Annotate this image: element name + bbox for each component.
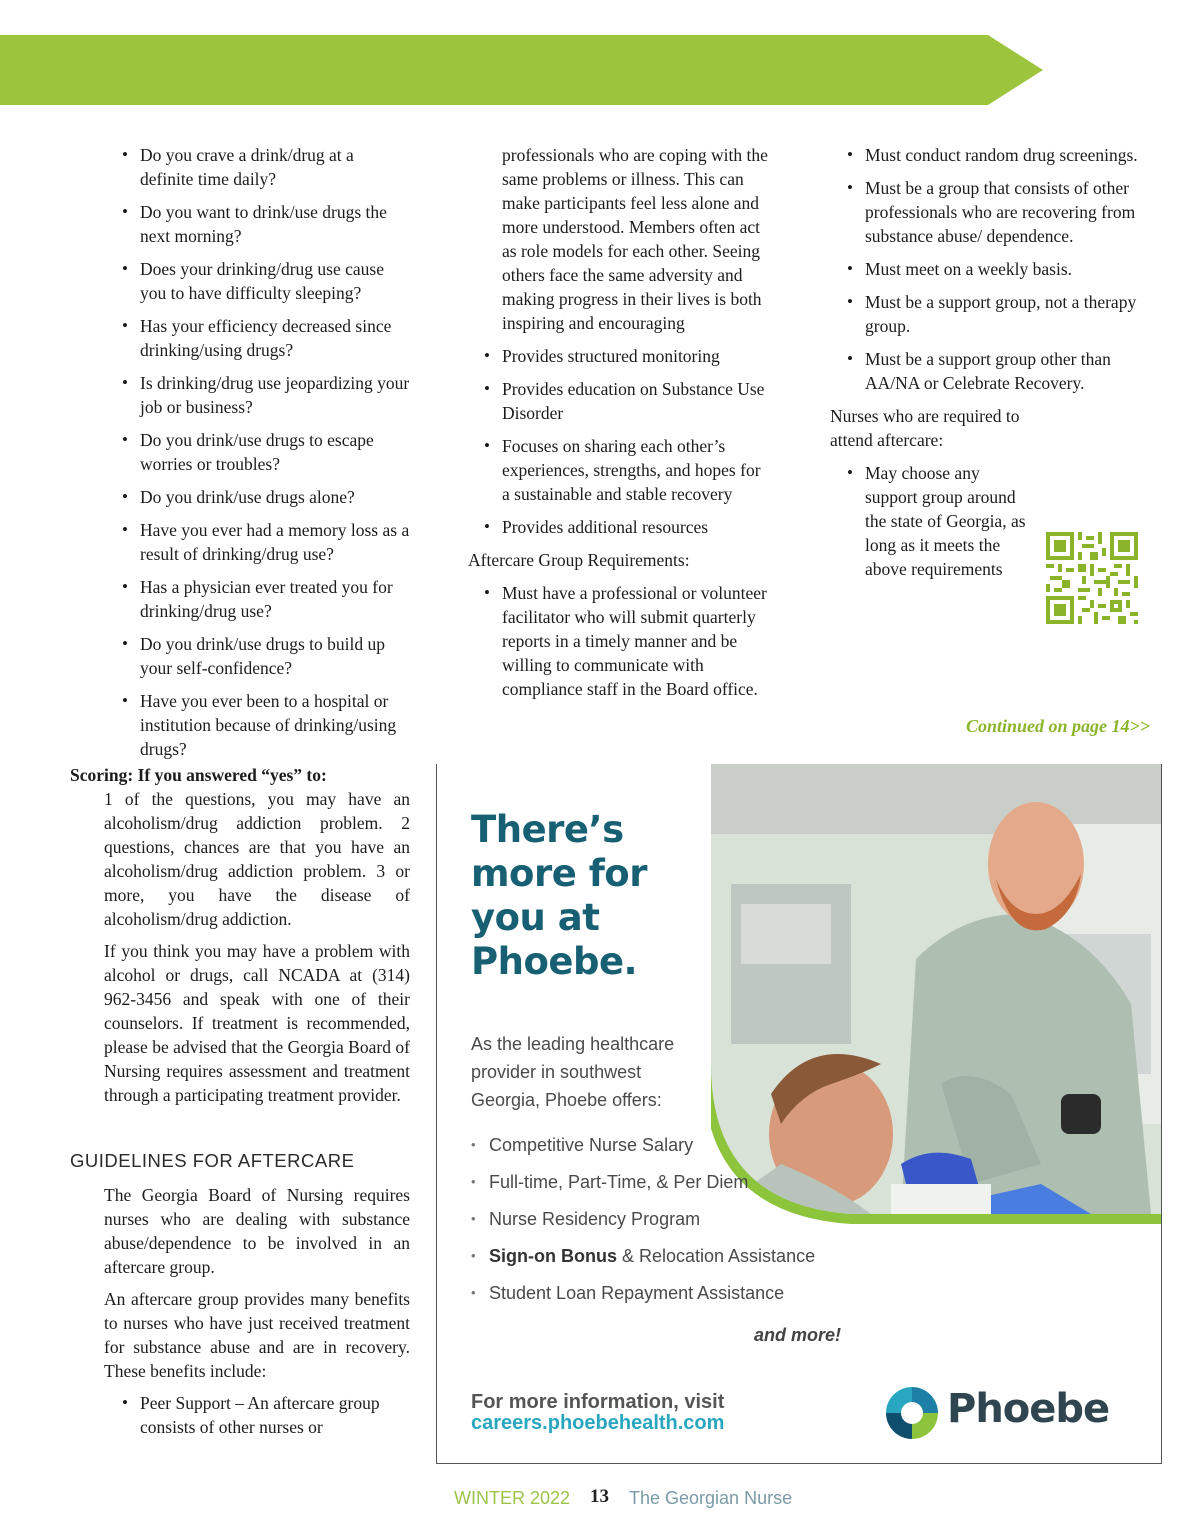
scoring-text: 1 of the questions, you may have an alcoholism/drug addiction problem. 2 questions, chances are that you have an alcoholism/drug addiction problem. 3 or more, you have the disease of alcoholism/drug addiction. [104,789,410,929]
benefit-item: • Provides education on Substance Use Disorder [502,377,768,425]
section-heading: GUIDELINES FOR AFTERCARE [70,1150,355,1171]
continued-link[interactable]: Continued on page 14>> [965,716,1150,736]
ad-headline: There’s more for you at Phoebe. [471,808,647,983]
requirements-list [865,143,1150,395]
peer-support-continuation: professionals who are coping with the same problems or illness. This can make participants feel less alone and more understood. Members often act as role models for each other. Seeing others face the same adversity and making progress in their lives is both inspiring and encouraging [502,145,768,333]
phoebe-advertisement [436,764,1162,1464]
magazine-name: The Georgian Nurse [629,1488,793,1508]
bonus-bold: Sign-on Bonus [489,1246,617,1266]
question-item: • Have you ever had a memory loss as a result of drinking/drug use? [140,518,410,566]
ad-benefit-item-bonus [489,1242,911,1270]
question-item: • Do you want to drink/use drugs the next morning? [140,200,410,248]
benefit-item: • Provides structured monitoring [502,344,768,368]
ad-benefit-item: • Full-time, Part-Time, & Per Diem [489,1168,911,1196]
info-line: For more information, visit [471,1391,725,1413]
question-item: • Has your efficiency decreased since drinking/using drugs? [140,314,410,362]
requirement-item: • Must conduct random drug screenings. [865,143,1150,167]
phoebe-logo-icon [883,1384,941,1442]
requirement-item: • Must be a support group, not a therapy group. [865,290,1150,338]
question-item: • Do you drink/use drugs to escape worries or troubles? [140,428,410,476]
scoring-title: Scoring: If you answered “yes” to: [70,765,327,785]
attend-text: Nurses who are required to attend aftercare: [830,406,1020,450]
question-item: • Do you crave a drink/drug at a definite time daily? [140,143,410,191]
ad-benefits-list [471,1131,911,1316]
page-number: 13 [590,1486,609,1507]
ad-benefit-item: • Student Loan Repayment Assistance [489,1279,911,1307]
careers-link[interactable]: careers.phoebehealth.com [471,1412,725,1434]
column-2 [468,143,768,710]
question-item: • Do you drink/use drugs to build up your self-confidence? [140,632,410,680]
benefits-list [502,344,768,539]
requirements-heading: Aftercare Group Requirements: [468,550,690,570]
ad-info [471,1392,851,1434]
requirement-item: • Must be a support group other than AA/NA or Celebrate Recovery. [865,347,1150,395]
ncada-text: If you think you may have a problem with alcohol or drugs, call NCADA at (314) 962-3456 and speak with one of their counselors. If treatment is recommended, please be advised that the Georgia Board of Nursing requires assessment and treatment through a participating treatment provider. [104,941,410,1105]
benefit-item: • Focuses on sharing each other’s experiences, strengths, and hopes for a sustainable and stable recovery [502,434,768,506]
ad-benefit-item: • Nurse Residency Program [489,1205,911,1233]
ad-intro: As the leading healthcare provider in southwest Georgia, Phoebe offers: [471,1034,675,1110]
guidelines-paragraph-2: An aftercare group provides many benefits to nurses who have just received treatment for substance abuse and are in recovery. These benefits include: [104,1289,410,1381]
ad-benefit-item: • Competitive Nurse Salary [489,1131,911,1159]
requirement-item: • Must meet on a weekly basis. [865,257,1150,281]
phoebe-logo-word: Phoebe [947,1386,1110,1432]
column-1 [70,143,410,1448]
bonus-rest: & Relocation Assistance [616,1246,816,1266]
and-more-text: and more! [753,1325,841,1345]
benefit-item: • Peer Support – An aftercare group consists of other nurses or [140,1391,380,1439]
attend-item: • May choose any support group around the state of Georgia, as long as it meets the above requirements [865,461,1035,581]
benefit-item: • Provides additional resources [502,515,768,539]
question-item: • Do you drink/use drugs alone? [140,485,410,509]
question-item: • Has a physician ever treated you for drinking/drug use? [140,575,410,623]
screening-questions [140,143,410,761]
question-item: • Is drinking/drug use jeopardizing your job or business? [140,371,410,419]
footer-season: WINTER 2022 [454,1488,571,1508]
qr-code-icon[interactable] [1046,532,1138,624]
column-3 [830,143,1150,590]
guidelines-paragraph-1: The Georgia Board of Nursing requires nurses who are dealing with substance abuse/dependence to be involved in an aftercare group. [104,1185,410,1277]
requirement-item: • Must have a professional or volunteer facilitator who will submit quarterly reports in a timely manner and be willing to communicate with compliance staff in the Board office. [502,581,768,701]
requirement-item: • Must be a group that consists of other professionals who are recovering from substance abuse/ dependence. [865,176,1150,248]
phoebe-logo [883,1384,1133,1444]
question-item: • Have you ever been to a hospital or institution because of drinking/using drugs? [140,689,410,761]
header-banner [0,35,1043,105]
question-item: • Does your drinking/drug use cause you to have difficulty sleeping? [140,257,410,305]
